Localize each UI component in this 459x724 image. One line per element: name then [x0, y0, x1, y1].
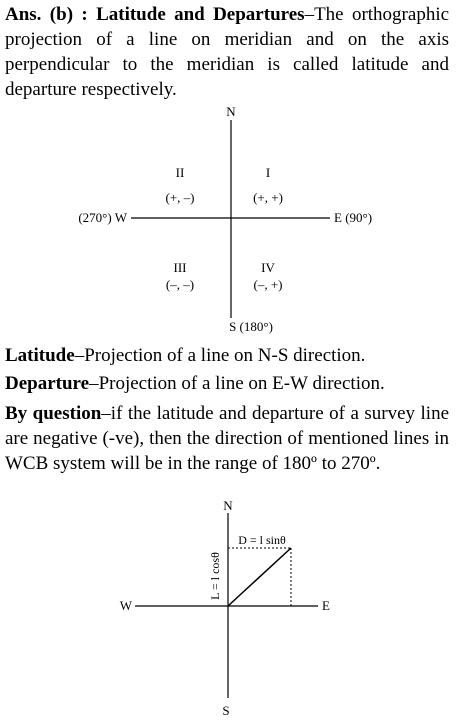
departure-definition — [5, 371, 449, 396]
answer-option: (b) — [49, 4, 74, 25]
quadrant-2-signs: (+, –) — [165, 190, 195, 205]
quadrant-1-numeral: I — [265, 165, 271, 180]
answer-colon: : — [81, 4, 88, 25]
quadrant-diagram — [0, 100, 459, 340]
departure-text: –Projection of a line on E-W direction. — [89, 373, 385, 394]
question-term: By question — [5, 403, 102, 424]
projection-diagram — [0, 498, 459, 724]
answer-paragraph — [5, 2, 449, 102]
latitude-term: Latitude — [5, 345, 75, 366]
east-label: E (90°) — [334, 210, 373, 225]
answer-title: Latitude and Departures — [96, 4, 305, 25]
answer-label: Ans. — [5, 4, 42, 25]
latitude-formula-label: L = l cosθ — [208, 552, 222, 600]
south-label: S — [222, 703, 230, 718]
quadrant-3-signs: (–, –) — [165, 277, 195, 292]
question-paragraph — [5, 401, 449, 476]
quadrant-1-signs: (+, +) — [253, 190, 283, 205]
north-label: N — [223, 498, 233, 513]
quadrant-2-numeral: II — [175, 165, 185, 180]
question-text: –if the latitude and departure of a survey line are negative (-ve), then the direction of mentioned lines in WCB system will be in the range of 180º to 270º. — [5, 403, 450, 474]
departure-term: Departure — [5, 373, 90, 394]
survey-line — [228, 548, 291, 606]
latitude-text: –Projection of a line on N-S direction. — [74, 345, 366, 366]
latitude-definition — [5, 343, 449, 368]
south-label: S (180°) — [229, 319, 273, 334]
west-label: W — [119, 598, 132, 613]
north-label: N — [226, 104, 236, 119]
west-label: (270°) W — [78, 210, 127, 225]
departure-formula-label: D = l sinθ — [238, 533, 286, 547]
east-label: E — [322, 598, 330, 613]
answer-text: –The orthographic projection of a line on meridian and on the axis perpendicular to the meridian is called latitude and departure respectively. — [5, 4, 450, 100]
quadrant-4-signs: (–, +) — [253, 277, 283, 292]
quadrant-3-numeral: III — [173, 260, 187, 275]
quadrant-4-numeral: IV — [261, 260, 275, 275]
